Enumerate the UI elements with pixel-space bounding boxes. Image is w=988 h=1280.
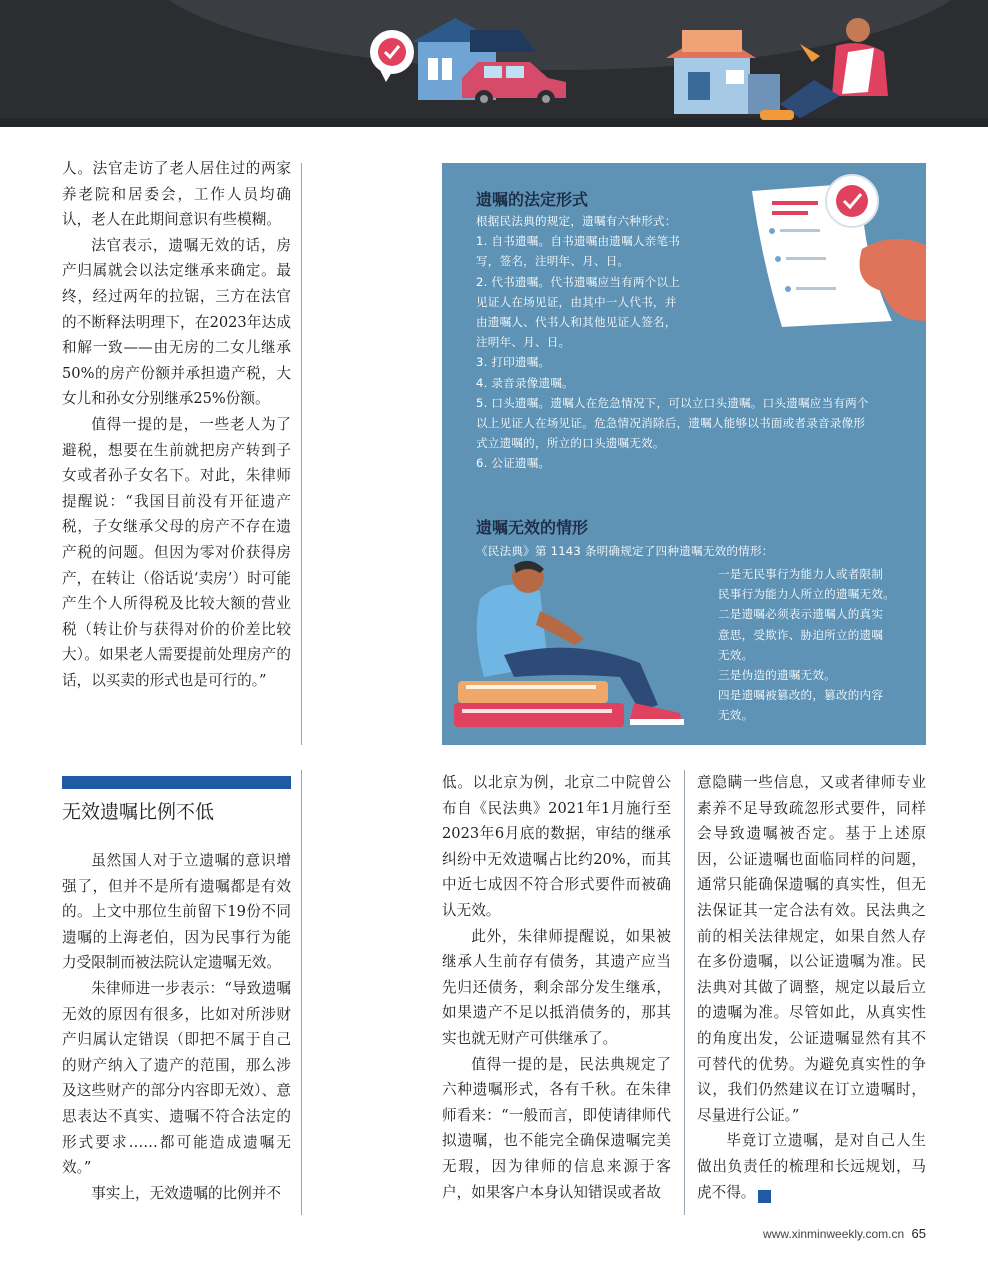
info-list-2 [718,564,922,726]
info-line: 意思，受欺诈、胁迫所立的遗嘱 [718,627,884,642]
info-line: 5. 口头遗嘱。遗嘱人在危急情况下，可以立口头遗嘱。口头遗嘱应当有两个 [476,395,869,410]
info-heading-2: 遗嘱无效的情形 [476,518,589,537]
column-divider [684,770,685,1215]
column-divider [301,770,302,1215]
info-line: 式立遗嘱的，所立的口头遗嘱无效。 [476,436,665,451]
page-footer [763,1226,926,1241]
sidebar-info-box [442,163,926,745]
info-line: 以上见证人在场见证。危急情况消除后，遗嘱人能够以书面或者录音录像形 [476,416,866,431]
body-column-3 [442,770,671,1205]
info-heading-1: 遗嘱的法定形式 [476,190,589,209]
info-line: 1. 自书遗嘱。自书遗嘱由遗嘱人亲笔书 [476,234,681,249]
paragraph-text: 毕竟订立遗嘱，是对自己人生做出负责任的梳理和长远规划，马虎不得。 [697,1132,926,1201]
section-title: 无效遗嘱比例不低 [62,801,215,823]
info-line: 写，签名，注明年、月、日。 [476,254,630,269]
paragraph: 值得一提的是，一些老人为了避税，想要在生前就把房产转到子女或者孙子女名下。对此，朱律师提醒说：“我国目前没有开征遗产税，子女继承父母的房产不存在遗产税的问题。但因为零对价获得房产，在转让（俗话说‘卖房’）时可能产生个人所得税及比较大额的营业税（转让价与获得对价的价差比较大）。如果老人需要提前处理房产的话，以买卖的形式也是可行的。” [62,415,291,689]
info-line: 一是无民事行为能力人或者限制 [718,567,884,581]
section-title-bar [62,776,291,789]
info-line: 由遗嘱人、代书人和其他见证人签名， [476,315,677,330]
paragraph: 法官表示，遗嘱无效的话，房产归属就会以法定继承来确定。最终，经过两年的拉锯，三方在法官的不断释法明理下，在2023年达成和解一致——由无房的二女儿继承50%的房产份额并承担遗产税，大女儿和孙女分别继承25%份额。 [62,236,291,408]
info-line: 6. 公证遗嘱。 [476,456,551,471]
column-divider [301,163,302,745]
info-line: 二是遗嘱必须表示遗嘱人的真实 [718,607,884,622]
body-column-2 [62,848,291,1206]
info-line: 2. 代书遗嘱。代书遗嘱应当有两个以上 [476,274,681,289]
header-illustration [0,0,988,127]
website-url: www.xinminweekly.com.cn [763,1227,905,1241]
paragraph: 此外，朱律师提醒说，如果被继承人生前存有债务，其遗产应当先归还债务，剩余部分发生继承，如果遗产不足以抵消债务的，那其实也就无财产可供继承了。 [442,927,671,1047]
info-list-1 [476,211,916,474]
info-line: 见证人在场见证，由其中一人代书，并 [476,294,677,309]
paragraph: 意隐瞒一些信息，又或者律师专业素养不足导致疏忽形式要件，同样会导致遗嘱被否定。基于上述原因，公证遗嘱也面临同样的问题，通常只能确保遗嘱的真实性，但无法保证其一定合法有效。民法典之前的相关法律规定，如果自然人存在多份遗嘱，以公证遗嘱为准。民法典对其做了调整，规定以最后立的遗嘱为准。尽管如此，从真实性的角度出发，公证遗嘱显然有其不可替代的优势。为避免真实性的争议，我们仍然建议在订立遗嘱时，尽量进行公证。” [697,774,926,1124]
paragraph: 值得一提的是，民法典规定了六种遗嘱形式，各有千秋。在朱律师看来：“一般而言，即使请律师代拟遗嘱，也不能完全确保遗嘱完美无瑕，因为律师的信息来源于客户，如果客户本身认知错误或者故 [442,1055,671,1201]
paragraph: 低。以北京为例，北京二中院曾公布自《民法典》2021年1月施行至2023年6月底的数据，审结的继承纠纷中无效遗嘱占比约20%，而其中近七成因不符合形式要件而被确认无效。 [442,774,671,919]
info-line: 注明年、月、日。 [476,335,571,350]
info-line: 根据民法典的规定，遗嘱有六种形式： [476,214,677,228]
info-line: 无效。 [718,647,754,662]
info-line: 四是遗嘱被篡改的，篡改的内容 [718,688,884,703]
paragraph: 人。法官走访了老人居住过的两家养老院和居委会，工作人员均确认，老人在此期间意识有些模糊。 [62,160,291,229]
info-line: 民事行为能力人所立的遗嘱无效。 [718,587,895,602]
check-bubble-icon [370,30,414,82]
info-line: 三是伪造的遗嘱无效。 [718,668,836,683]
info-intro-2: 《民法典》第 1143 条明确规定了四种遗嘱无效的情形： [476,544,774,558]
paragraph: 事实上，无效遗嘱的比例并不 [91,1184,281,1202]
info-line: 无效。 [718,708,754,723]
person-on-books-illustration [444,555,714,745]
page-number: 65 [911,1226,926,1241]
info-line: 3. 打印遗嘱。 [476,355,551,370]
end-mark-logo: 民 [758,1190,771,1203]
info-line: 4. 录音录像遗嘱。 [476,375,574,390]
paragraph: 朱律师进一步表示：“导致遗嘱无效的原因有很多，比如对所涉财产归属认定错误（即把不属于自己的财产纳入了遗产的范围，那么涉及这些财产的部分内容即无效）、意思表达不真实、遗嘱不符合法定的形式要求……都可能造成遗嘱无效。” [62,979,291,1177]
paragraph [697,1128,926,1205]
body-column-1 [62,156,291,693]
body-column-4 [697,770,926,1205]
paragraph: 虽然国人对于立遗嘱的意识增强了，但并不是所有遗嘱都是有效的。上文中那位生前留下19份不同遗嘱的上海老伯，因为民事行为能力受限制而被法院认定遗嘱无效。 [62,852,291,972]
